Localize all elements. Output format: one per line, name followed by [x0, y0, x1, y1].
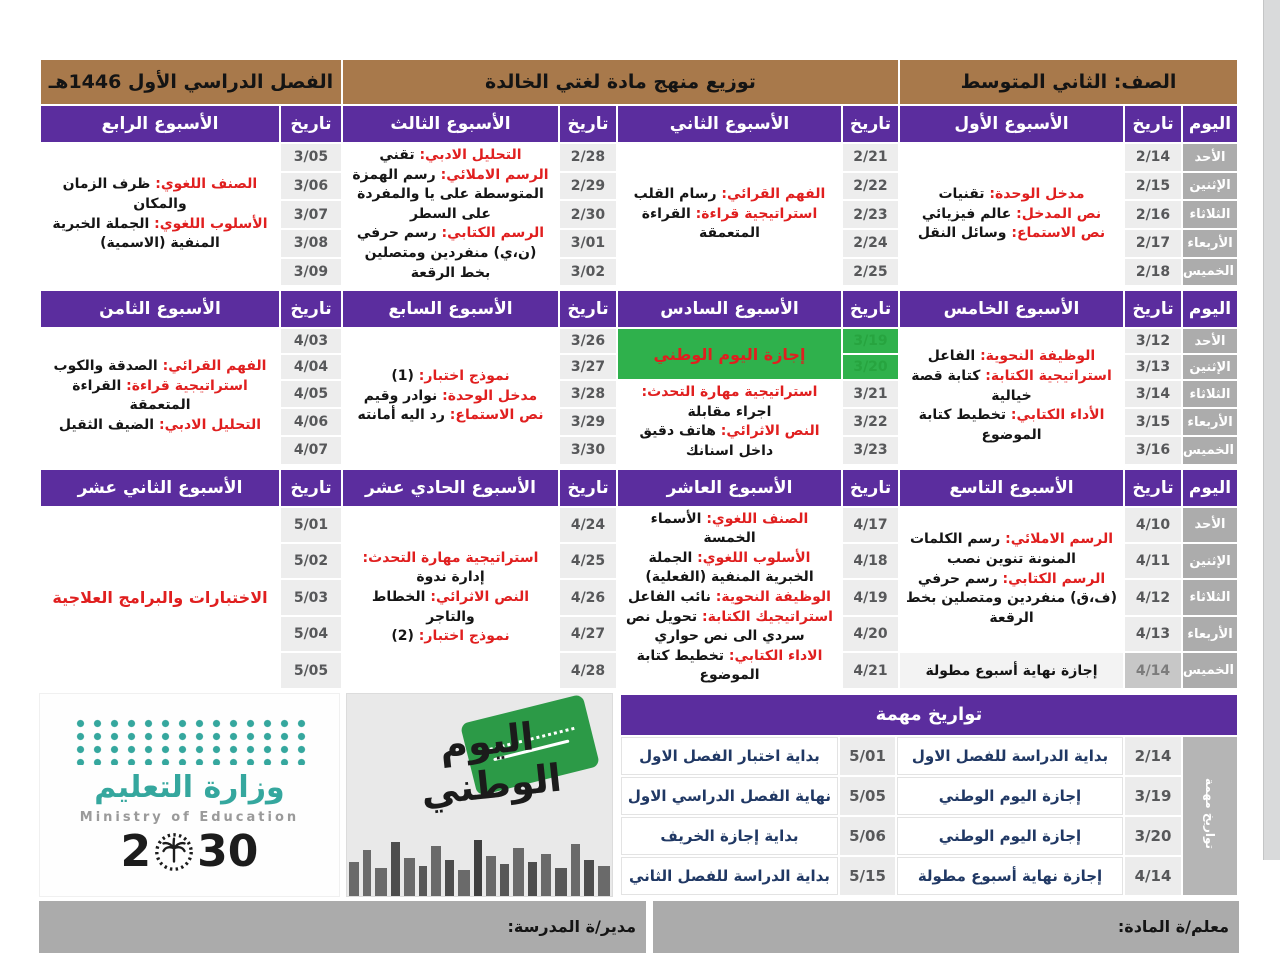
- header-row: [41, 470, 1237, 506]
- week12-content: الاختبارات والبرامج العلاجية: [41, 508, 279, 688]
- date-column-header: تاريخ: [560, 470, 616, 506]
- date-cell: 3/26: [560, 329, 616, 353]
- semester-title: الفصل الدراسي الأول 1446هـ: [41, 60, 341, 104]
- date-cell: 2/17: [1125, 230, 1181, 257]
- date-cell: 3/08: [281, 230, 341, 257]
- date-cell: 2/24: [843, 230, 898, 257]
- date-cell: 5/02: [281, 544, 341, 578]
- week7-title: الأسبوع السابع: [343, 291, 558, 327]
- day-cell: الأحد: [1183, 144, 1237, 171]
- date-cell: 4/06: [281, 409, 341, 435]
- week6-title: الأسبوع السادس: [618, 291, 841, 327]
- date-cell: 5/03: [281, 580, 341, 614]
- palm-emblem-icon: [153, 831, 195, 873]
- date-column-header: تاريخ: [1125, 470, 1181, 506]
- day-cell: الخميس: [1183, 653, 1237, 687]
- date-cell: 3/07: [281, 201, 341, 228]
- date-cell: 4/11: [1125, 544, 1181, 578]
- date-cell: 3/22: [843, 409, 898, 435]
- week1-content: مدخل الوحدة: تقنيات نص المدخل: عالم فيزيائي نص الاستماع: وسائل النقل: [900, 144, 1123, 285]
- date-column-header: تاريخ: [281, 470, 341, 506]
- date-column-header: تاريخ: [560, 106, 616, 142]
- bottom-section: [39, 693, 1239, 897]
- event-cell: إجازة اليوم الوطني: [897, 817, 1123, 855]
- table-row: [41, 329, 1237, 353]
- date-cell: 4/28: [560, 653, 616, 687]
- date-cell: 5/15: [840, 857, 895, 895]
- week11-title: الأسبوع الحادي عشر: [343, 470, 558, 506]
- date-cell: 3/20: [1125, 817, 1181, 855]
- band-weeks-5-8: [39, 289, 1239, 465]
- date-column-header: تاريخ: [843, 470, 898, 506]
- signature-bar: [39, 901, 1239, 953]
- week10-content: الصنف اللغوي: الأسماء الخمسة الأسلوب اللغوي: الجملة الخبرية المنفية (الفعلية) الوظيفة النحوية: نائب الفاعل استراتيجيك الكتابة: تحويل نص سردي الى نص حواري الاداء الكتابي: تخطيط كتابة الموضوع: [618, 508, 841, 688]
- header-row: [621, 695, 1237, 735]
- date-cell: 3/06: [281, 173, 341, 200]
- week3-content: التحليل الادبي: تقني الرسم الاملائي: رسم الهمزة المتوسطة على يا والمفردة على السطر الرسم الكتابي: رسم حرفي (ن،ي) منفردين ومتصلين بخط الرقعة: [343, 144, 558, 285]
- date-cell: 4/14: [1125, 857, 1181, 895]
- event-cell: بداية اختبار الفصل الاول: [621, 737, 838, 775]
- event-cell: نهاية الفصل الدراسي الاول: [621, 777, 838, 815]
- date-cell: 4/03: [281, 329, 341, 353]
- vision-2030-logo: 2 30: [120, 826, 259, 878]
- week12-title: الأسبوع الثاني عشر: [41, 470, 279, 506]
- date-cell: 4/05: [281, 381, 341, 407]
- date-cell: 4/04: [281, 355, 341, 379]
- date-cell: 3/02: [560, 259, 616, 286]
- week8-content: الفهم القرائي: الصدقة والكوب استراتيجية قراءة: القراءة المتعمقة التحليل الادبي: الضيف الثقيل: [41, 329, 279, 463]
- date-cell: 3/01: [560, 230, 616, 257]
- national-day-calligraphy: اليوم الوطني: [418, 714, 564, 814]
- date-cell: 2/14: [1125, 144, 1181, 171]
- ministry-name-arabic: وزارة التعليم: [94, 770, 285, 806]
- header-row: [41, 291, 1237, 327]
- holiday-date-cell: 3/20: [843, 355, 898, 379]
- week6-content: استراتيجية مهارة التحدث: اجراء مقابلة النص الاثرائي: هاتف دقيق داخل اسنانك: [618, 381, 841, 463]
- date-column-header: تاريخ: [281, 106, 341, 142]
- date-cell: 2/21: [843, 144, 898, 171]
- week4-content: الصنف اللغوي: ظرف الزمان والمكان الأسلوب اللغوي: الجملة الخبرية المنفية (الاسمية): [41, 144, 279, 285]
- city-skyline-graphic: [347, 832, 613, 896]
- event-cell: بداية إجازة الخريف: [621, 817, 838, 855]
- table-row: [41, 144, 1237, 171]
- event-cell: إجازة نهاية أسبوع مطولة: [897, 857, 1123, 895]
- day-cell: الأحد: [1183, 508, 1237, 542]
- date-cell: 5/05: [840, 777, 895, 815]
- week1-title: الأسبوع الأول: [900, 106, 1123, 142]
- week4-title: الأسبوع الرابع: [41, 106, 279, 142]
- date-cell: 4/07: [281, 437, 341, 463]
- date-cell: 4/27: [560, 617, 616, 651]
- ministry-of-education-logo: [39, 693, 340, 897]
- schedule-document: [39, 58, 1239, 953]
- date-cell: 3/14: [1125, 381, 1181, 407]
- week9-title: الأسبوع التاسع: [900, 470, 1123, 506]
- date-cell: 3/21: [843, 381, 898, 407]
- date-cell: 2/30: [560, 201, 616, 228]
- week10-title: الأسبوع العاشر: [618, 470, 841, 506]
- day-cell: الثلاثاء: [1183, 201, 1237, 228]
- date-cell: 4/12: [1125, 580, 1181, 614]
- title-row: [41, 60, 1237, 104]
- date-cell: 4/10: [1125, 508, 1181, 542]
- day-column-header: اليوم: [1183, 470, 1237, 506]
- day-cell: الإثنين: [1183, 173, 1237, 200]
- date-cell: 2/14: [1125, 737, 1181, 775]
- date-cell: 4/18: [843, 544, 898, 578]
- day-cell: الثلاثاء: [1183, 580, 1237, 614]
- date-cell: 2/15: [1125, 173, 1181, 200]
- subject-teacher-label: معلم/ة المادة:: [653, 901, 1239, 953]
- event-cell: إجازة اليوم الوطني: [897, 777, 1123, 815]
- scan-edge-strip: [1263, 0, 1280, 860]
- day-cell: الثلاثاء: [1183, 381, 1237, 407]
- ministry-name-english: Ministry of Education: [79, 810, 300, 826]
- date-cell: 4/24: [560, 508, 616, 542]
- table-row: [621, 737, 1237, 775]
- band-weeks-1-4: [39, 58, 1239, 287]
- moe-dots-pattern-icon: [70, 715, 308, 765]
- table-row: [621, 777, 1237, 815]
- day-cell: الأحد: [1183, 329, 1237, 353]
- week7-content: نموذج اختبار: (1) مدخل الوحدة: نوادر وقيم نص الاستماع: رد اليه أمانته: [343, 329, 558, 463]
- date-cell: 5/01: [840, 737, 895, 775]
- week5-title: الأسبوع الخامس: [900, 291, 1123, 327]
- day-cell: الإثنين: [1183, 544, 1237, 578]
- date-column-header: تاريخ: [843, 106, 898, 142]
- table-row: [621, 817, 1237, 855]
- holiday-date-cell: 3/19: [843, 329, 898, 353]
- date-column-header: تاريخ: [281, 291, 341, 327]
- date-cell: 2/25: [843, 259, 898, 286]
- national-day-image: [346, 693, 613, 897]
- date-cell: 4/26: [560, 580, 616, 614]
- date-cell: 3/09: [281, 259, 341, 286]
- national-day-holiday-cell: إجازة اليوم الوطني: [618, 329, 841, 379]
- date-cell: 2/28: [560, 144, 616, 171]
- date-cell: 3/12: [1125, 329, 1181, 353]
- date-cell: 4/17: [843, 508, 898, 542]
- long-weekend-note-cell: إجازة نهاية أسبوع مطولة: [900, 653, 1123, 687]
- date-cell: 5/05: [281, 653, 341, 687]
- date-cell: 3/05: [281, 144, 341, 171]
- date-cell: 2/16: [1125, 201, 1181, 228]
- date-column-header: تاريخ: [843, 291, 898, 327]
- day-cell: الخميس: [1183, 437, 1237, 463]
- date-column-header: تاريخ: [1125, 291, 1181, 327]
- date-cell: 4/19: [843, 580, 898, 614]
- day-cell: الأربعاء: [1183, 230, 1237, 257]
- date-cell: 5/01: [281, 508, 341, 542]
- date-cell: 3/13: [1125, 355, 1181, 379]
- table-row: [621, 857, 1237, 895]
- date-cell: 3/30: [560, 437, 616, 463]
- week3-title: الأسبوع الثالث: [343, 106, 558, 142]
- date-cell: 3/28: [560, 381, 616, 407]
- day-column-header: اليوم: [1183, 291, 1237, 327]
- date-cell: 3/19: [1125, 777, 1181, 815]
- date-cell: 4/13: [1125, 617, 1181, 651]
- day-cell: الخميس: [1183, 259, 1237, 286]
- date-cell: 3/16: [1125, 437, 1181, 463]
- document-title: توزيع منهج مادة لغتي الخالدة: [343, 60, 898, 104]
- week11-content: استراتيجية مهارة التحدث: إدارة ندوة النص الاثرائي: الخطاط والتاجر نموذج اختبار: (2): [343, 508, 558, 688]
- date-cell: 5/06: [840, 817, 895, 855]
- table-row: [41, 508, 1237, 542]
- week9-content: الرسم الاملائي: رسم الكلمات المنونة تنوين نصب الرسم الكتابي: رسم حرفي (ف،ق) منفردين ومتصلين بخط الرقعة: [900, 508, 1123, 652]
- date-cell: 3/23: [843, 437, 898, 463]
- date-cell: 3/29: [560, 409, 616, 435]
- week8-title: الأسبوع الثامن: [41, 291, 279, 327]
- date-cell: 3/15: [1125, 409, 1181, 435]
- date-cell: 5/04: [281, 617, 341, 651]
- header-row: [41, 106, 1237, 142]
- principal-label: مدير/ة المدرسة:: [39, 901, 646, 953]
- class-grade-title: الصف: الثاني المتوسط: [900, 60, 1237, 104]
- date-column-header: تاريخ: [1125, 106, 1181, 142]
- week2-content: الفهم القرائي: رسام القلب استراتيجية قراءة: القراءة المتعمقة: [618, 144, 841, 285]
- important-dates-side-label: تواريخ مهمة: [1183, 737, 1237, 895]
- date-cell: 3/27: [560, 355, 616, 379]
- event-cell: بداية الدراسة للفصل الاول: [897, 737, 1123, 775]
- day-cell: الأربعاء: [1183, 409, 1237, 435]
- day-column-header: اليوم: [1183, 106, 1237, 142]
- date-cell: 2/29: [560, 173, 616, 200]
- date-cell: 2/18: [1125, 259, 1181, 286]
- week2-title: الأسبوع الثاني: [618, 106, 841, 142]
- date-cell: 2/22: [843, 173, 898, 200]
- band-weeks-9-12: [39, 468, 1239, 690]
- date-cell: 2/23: [843, 201, 898, 228]
- event-cell: بداية الدراسة للفصل الثاني: [621, 857, 838, 895]
- date-cell: 4/20: [843, 617, 898, 651]
- important-dates-title: تواريخ مهمة: [621, 695, 1237, 735]
- important-dates-table: [619, 693, 1239, 897]
- date-cell: 4/21: [843, 653, 898, 687]
- date-cell: 4/25: [560, 544, 616, 578]
- week5-content: الوظيفة النحوية: الفاعل استراتيجية الكتابة: كتابة قصة خيالية الأداء الكتابي: تخطيط كتابة الموضوع: [900, 329, 1123, 463]
- day-cell: الأربعاء: [1183, 617, 1237, 651]
- weekend-date-cell: 4/14: [1125, 653, 1181, 687]
- date-column-header: تاريخ: [560, 291, 616, 327]
- day-cell: الإثنين: [1183, 355, 1237, 379]
